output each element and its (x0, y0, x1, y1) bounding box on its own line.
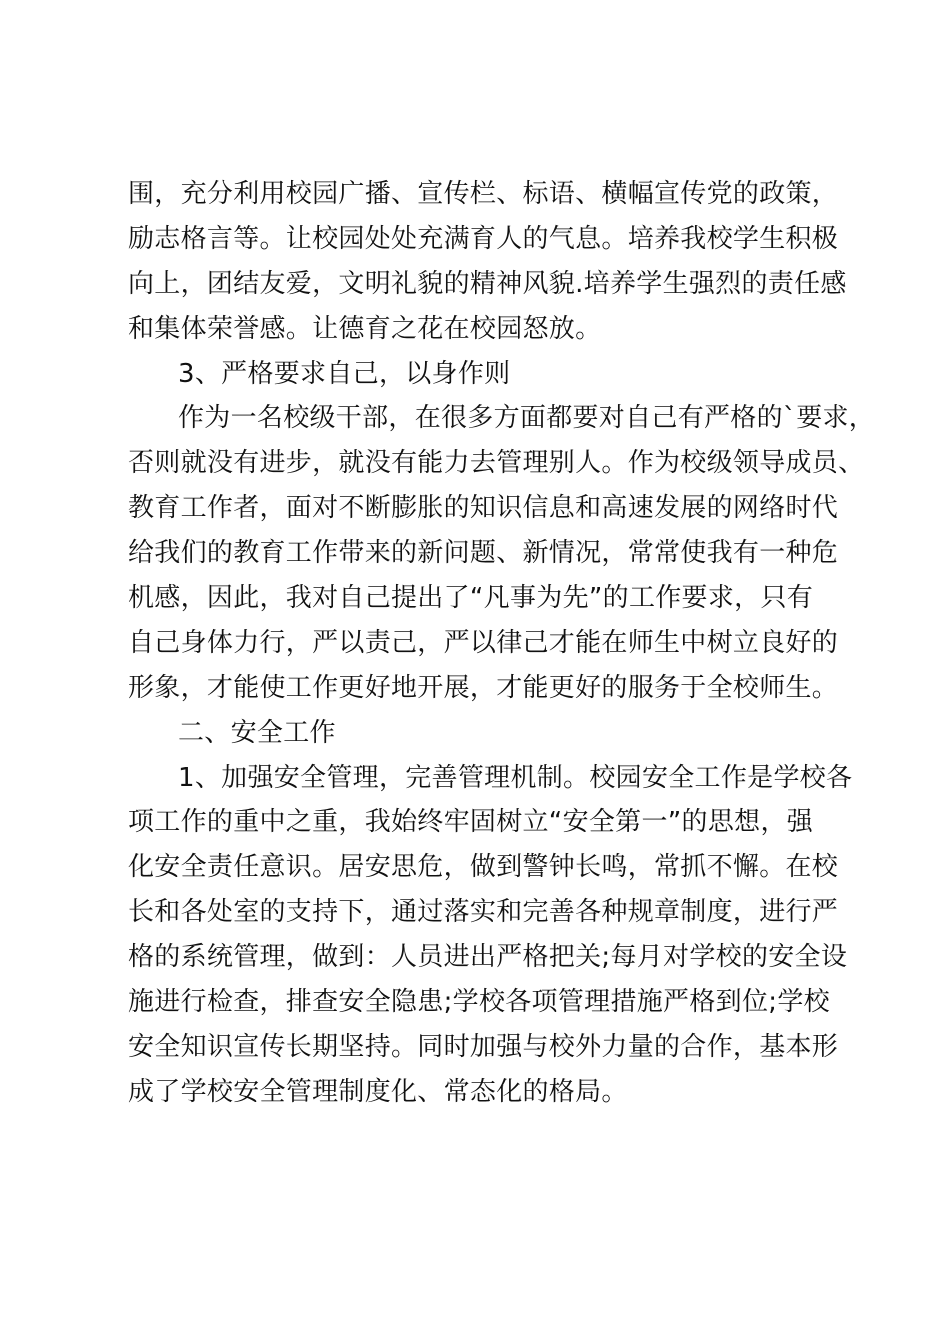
text-line: 成了学校安全管理制度化、常态化的格局。 (128, 1076, 628, 1107)
text-line: 长和各处室的支持下，通过落实和完善各种规章制度，进行严 (128, 897, 839, 928)
text-line: 否则就没有进步，就没有能力去管理别人。作为校级领导成员、 (128, 448, 865, 479)
section-heading: 二、安全工作 (178, 717, 336, 748)
text-line: 施进行检查，排查安全隐患;学校各项管理措施严格到位;学校 (128, 987, 830, 1018)
text-line: 机感，因此，我对自己提出了“凡事为先”的工作要求，只有 (128, 583, 814, 614)
text-line: 形象，才能使工作更好地开展，才能更好的服务于全校师生。 (128, 672, 839, 703)
text-line: 安全知识宣传长期坚持。同时加强与校外力量的合作，基本形 (128, 1031, 839, 1062)
text-line: 围，充分利用校园广播、宣传栏、标语、横幅宣传党的政策， (128, 179, 839, 209)
section-heading: 3、严格要求自己，以身作则 (178, 358, 511, 389)
paragraph-first-line: 1、加强安全管理，完善管理机制。校园安全工作是学校各 (178, 762, 853, 793)
text-line: 给我们的教育工作带来的新问题、新情况，常常使我有一种危 (128, 538, 839, 569)
text-line: 格的系统管理，做到：人员进出严格把关;每月对学校的安全设 (128, 942, 848, 973)
text-line: 项工作的重中之重，我始终牢固树立“安全第一”的思想，强 (128, 807, 814, 838)
text-line: 励志格言等。让校园处处充满育人的气息。培养我校学生积极 (128, 223, 839, 254)
text-line: 自己身体力行，严以责己，严以律己才能在师生中树立良好的 (128, 627, 839, 658)
text-line: 教育工作者，面对不断膨胀的知识信息和高速发展的网络时代 (128, 493, 839, 524)
text-line: 和集体荣誉感。让德育之花在校园怒放。 (128, 313, 602, 344)
paragraph-first-line: 作为一名校级干部，在很多方面都要对自己有严格的`要求， (178, 403, 876, 434)
text-line: 化安全责任意识。居安思危，做到警钟长鸣，常抓不懈。在校 (128, 852, 839, 883)
text-line: 向上，团结友爱，文明礼貌的精神风貌.培养学生强烈的责任感 (128, 268, 847, 299)
document-body (128, 172, 876, 1115)
